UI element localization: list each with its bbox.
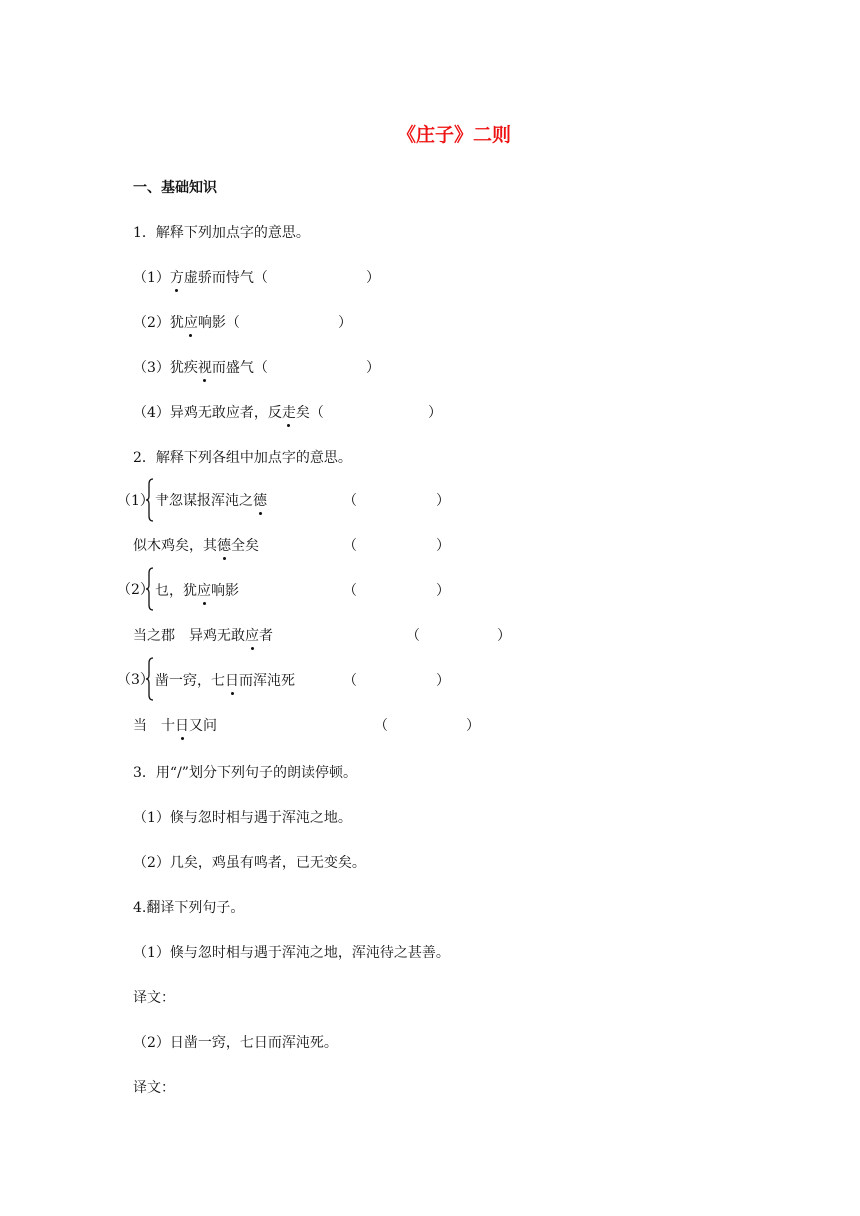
dotted-char: 视 [197, 360, 212, 376]
q2-g1-line1: 肀忽谋报浑沌之德 [155, 493, 267, 509]
answer-close-paren: ） [338, 315, 352, 331]
question-4-prompt: 4.翻译下列句子。 [133, 900, 245, 916]
group-number: （3） [117, 672, 154, 688]
answer-close-paren: ） [428, 405, 442, 421]
answer-open-paren: （ [374, 718, 388, 734]
translation-label: 译文： [133, 990, 175, 1006]
q2-g1-line2: 似木鸡矣，其德全矣 [133, 538, 259, 554]
answer-close-paren: ） [497, 628, 511, 644]
answer-close-paren: ） [436, 493, 450, 509]
dotted-char: 应 [245, 628, 259, 644]
dotted-char: 应 [197, 583, 211, 599]
q1-item-4: （4）异鸡无敢应者，反走矣（ [133, 405, 324, 421]
answer-open-paren: （ [343, 583, 357, 599]
dotted-char: 方 [169, 270, 184, 286]
answer-open-paren: （ [343, 493, 357, 509]
answer-close-paren: ） [436, 673, 450, 689]
dotted-char: 德 [217, 538, 231, 554]
item-number: （1） [133, 270, 170, 286]
answer-close-paren: ） [436, 538, 450, 554]
answer-close-paren: ） [366, 360, 380, 376]
q3-item-2: （2）几矣，鸡虽有鸣者，已无变矣。 [133, 855, 366, 871]
question-3-prompt: 3．用“/”划分下列句子的朗读停顿。 [133, 765, 357, 781]
curly-brace-icon [146, 478, 154, 522]
item-number: （4） [133, 405, 170, 421]
q1-item-1: （1）方虚骄而恃气（ [133, 270, 268, 286]
item-number: （2） [133, 315, 170, 331]
answer-open-paren: （ [343, 538, 357, 554]
question-2-prompt: 2．解释下列各组中加点字的意思。 [133, 450, 352, 466]
answer-open-paren: （ [406, 628, 420, 644]
q2-g2-line1: 乜，犹应响影 [155, 583, 239, 599]
dotted-char: 走 [281, 405, 296, 421]
q2-g2-line2: 当之郡 异鸡无敢应者 [133, 628, 273, 644]
translation-label: 译文： [133, 1080, 175, 1096]
q1-item-2: （2）犹应响影（ [133, 315, 240, 331]
answer-close-paren: ） [366, 270, 380, 286]
q1-item-3: （3）犹疾视而盛气（ [133, 360, 268, 376]
group-number: （1） [117, 493, 154, 509]
answer-close-paren: ） [436, 583, 450, 599]
dotted-char: 德 [253, 493, 267, 509]
group-number: （2） [117, 582, 154, 598]
question-1-prompt: 1．解释下列加点字的意思。 [133, 225, 310, 241]
dotted-char: 日 [175, 718, 189, 734]
q2-g3-line2: 当 十日又问 [133, 718, 217, 734]
document-title: 《庄子》二则 [396, 124, 511, 146]
q2-g3-line1: 凿一窍，七日而浑沌死 [155, 673, 295, 689]
section-heading: 一、基础知识 [133, 180, 217, 196]
q3-item-1: （1）倏与忽时相与遇于浑沌之地。 [133, 810, 352, 826]
answer-open-paren: （ [343, 673, 357, 689]
dotted-char: 日 [225, 673, 239, 689]
item-number: （3） [133, 360, 170, 376]
q4-item-2: （2）日凿一窍，七日而浑沌死。 [133, 1035, 338, 1051]
curly-brace-icon [146, 657, 154, 701]
answer-close-paren: ） [466, 718, 480, 734]
curly-brace-icon [146, 567, 154, 611]
dotted-char: 应 [183, 315, 198, 331]
q4-item-1: （1）倏与忽时相与遇于浑沌之地，浑沌待之甚善。 [133, 945, 450, 961]
